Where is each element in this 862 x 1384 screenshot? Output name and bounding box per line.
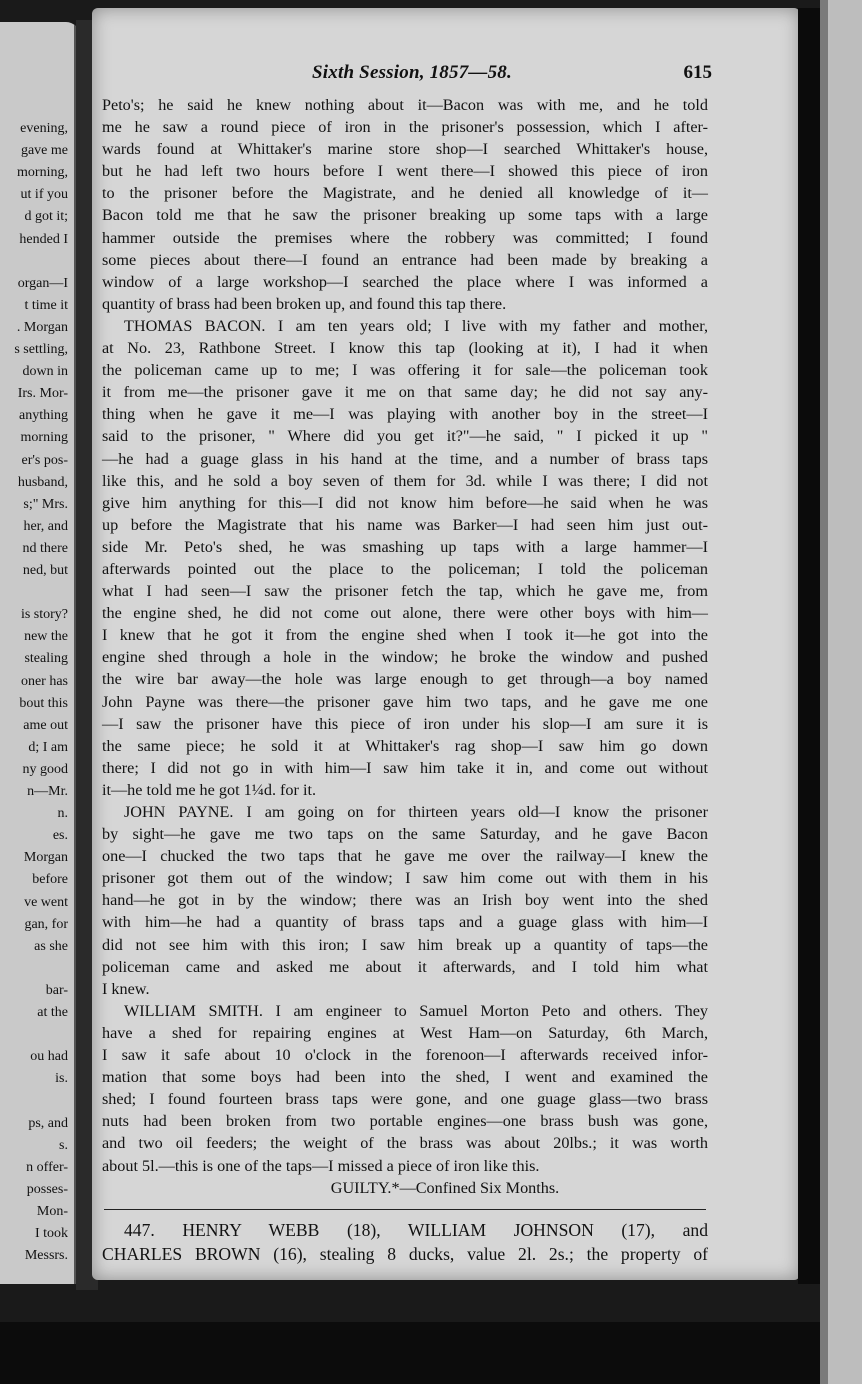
left-page-line: before [32, 872, 68, 888]
text-line: Bacon told me that he saw the prisoner breaking up some taps with a large [102, 206, 708, 225]
left-page-line: n—Mr. [27, 784, 68, 799]
text-line: nuts had been broken from two portable engines—one brass bush was gone, [102, 1112, 708, 1131]
text-line: at No. 23, Rathbone Street. I know this tap (looking at it), I had it when [102, 339, 708, 358]
text-line: afterwards pointed out the place to the policeman; I told the policeman [102, 559, 708, 578]
text-line: window of a large workshop—I searched the place where I was informed a [102, 272, 708, 291]
left-page-line: Messrs. [24, 1248, 68, 1264]
text-line: up before the Magistrate that his name was Barker—I had seen him just out- [102, 515, 708, 534]
running-head: Sixth Session, 1857—58. [312, 62, 512, 83]
text-line: WILLIAM SMITH. I am engineer to Samuel Morton Peto and others. They [124, 1001, 708, 1020]
text-line: mation that some boys had been into the shed, I went and examined the [102, 1068, 708, 1087]
text-line: by sight—he gave me two taps on the same Saturday, and he gave Bacon [102, 825, 708, 844]
text-line: I knew that he got it from the engine shed when I took it—he got into the [102, 626, 708, 645]
text-line: THOMAS BACON. I am ten years old; I live with my father and mother, [124, 316, 708, 335]
text-line: shed; I found fourteen brass taps were gone, and one guage glass—two brass [102, 1090, 708, 1109]
left-page-line: gan, for [24, 916, 68, 932]
left-page-line: husband, [17, 474, 68, 490]
left-page-line: s. [59, 1137, 68, 1153]
text-line: to the prisoner before the Magistrate, and he denied all knowledge of it— [102, 184, 708, 203]
text-line: —he had a guage glass in his hand at the time, and a number of brass taps [102, 449, 708, 468]
left-page-line: is. [55, 1071, 68, 1087]
left-page-line: ny good [22, 761, 68, 777]
text-line: GUILTY.*—Confined Six Months. [330, 1178, 560, 1197]
text-line: —I saw the prisoner have this piece of iron under his slop—I am sure it is [102, 714, 708, 733]
left-page-line: down in [22, 364, 68, 380]
left-page-line: d; I am [28, 739, 68, 755]
text-line: Peto's; he said he knew nothing about it—Bacon was with me, and he told [102, 96, 708, 114]
text-line: it from me—the prisoner gave it me on that same day; he did not say any- [102, 383, 708, 402]
left-page-line: bout this [19, 695, 68, 711]
left-page-line: is story? [20, 607, 68, 623]
left-page-line: s;" Mrs. [23, 496, 68, 512]
left-page-line: . Morgan [16, 319, 68, 335]
scan-bottom-border [0, 1322, 862, 1384]
text-line: the policeman came up to me; I was offering it for sale—the policeman took [102, 361, 708, 380]
text-line: CHARLES BROWN (16), stealing 8 ducks, value 2l. 2s.; the property of [102, 1243, 708, 1264]
left-page-line: morning, [17, 165, 68, 181]
left-page-line: her, and [23, 518, 68, 534]
left-page-line: anything [19, 408, 68, 424]
text-line: I knew. [102, 979, 150, 998]
left-page-line: bar- [45, 982, 68, 998]
left-page-line: ve went [24, 894, 68, 910]
left-page-line: er's pos- [21, 452, 68, 468]
section-rule [104, 1209, 706, 1210]
left-page-line: as she [34, 938, 68, 954]
left-page-line: es. [52, 828, 68, 844]
text-line: said to the prisoner, " Where did you get it?"—he said, " I picked it up " [102, 427, 708, 446]
text-line: prisoner got them out of the window; I saw him come out with them in his [102, 869, 708, 888]
book-edge-shadow [798, 8, 820, 1284]
text-line: engine shed through a hole in the window; he broke the window and pushed [102, 648, 708, 667]
text-line: me he saw a round piece of iron in the prisoner's possession, which I after- [102, 118, 708, 137]
text-line: some pieces about there—I found an entrance had been made by breaking a [102, 250, 708, 269]
left-page-line: d got it; [24, 209, 68, 225]
left-page-line: organ—I [17, 275, 68, 291]
left-page-line: morning [20, 430, 68, 446]
left-page-line: ned, but [22, 563, 68, 578]
left-page-line: t time it [24, 297, 68, 313]
left-page-line: ame out [23, 717, 68, 733]
text-line: one—I chucked the two taps that he gave me over the railway—I knew the [102, 847, 708, 866]
text-line: it—he told me he got 1¼d. for it. [102, 780, 317, 799]
left-page-line: n offer- [26, 1159, 68, 1175]
text-line: John Payne was there—the prisoner gave him two taps, and he gave me one [102, 692, 708, 711]
right-page-inner-edge [820, 0, 828, 1384]
left-page-line: I took [34, 1226, 68, 1241]
left-page-line: ps, and [28, 1115, 68, 1131]
text-line: with him—he had a quantity of brass taps and a guage glass with him—I [102, 913, 708, 932]
text-line: 447. HENRY WEBB (18), WILLIAM JOHNSON (17), and [124, 1219, 708, 1240]
left-page-line: nd there [22, 540, 68, 556]
text-line: I saw it safe about 10 o'clock in the forenoon—I afterwards received infor- [102, 1046, 708, 1065]
text-line: side Mr. Peto's shed, he was smashing up taps with a large hammer—I [102, 537, 708, 556]
text-line: the engine shed, he did not come out alone, there were other boys with him— [102, 604, 708, 623]
text-line: about 5l.—this is one of the taps—I missed a piece of iron like this. [102, 1156, 540, 1175]
left-page-line: s settling, [14, 342, 68, 357]
text-line: hand—he got in by the window; there was an Irish boy went into the shed [102, 891, 708, 910]
page-number: 615 [683, 62, 712, 83]
left-page-line: ou had [30, 1049, 68, 1065]
left-page-fragment [0, 22, 80, 1284]
left-page-line: n. [57, 806, 68, 822]
text-line: have a shed for repairing engines at West Ham—on Saturday, 6th March, [102, 1023, 708, 1042]
left-page-line: evening, [20, 121, 68, 136]
text-line: what I had seen—I saw the prisoner fetch the tap, which he gave me, from [102, 582, 708, 601]
left-page-line: posses- [26, 1181, 68, 1197]
text-line: JOHN PAYNE. I am going on for thirteen years old—I know the prisoner [124, 803, 708, 821]
text-line: the wire bar away—the hole was large enough to get through—a boy named [102, 670, 708, 689]
text-line: hammer outside the premises where the robbery was committed; I found [102, 228, 708, 247]
right-page-sliver [820, 0, 862, 1384]
left-page-line: ut if you [20, 187, 68, 203]
left-page-line: gave me [20, 143, 68, 159]
text-line: there; I did not go in with him—I saw him take it in, and come out without [102, 758, 708, 777]
text-line: and two oil feeders; the weight of the brass was about 20lbs.; it was worth [102, 1134, 708, 1153]
text-line: did not see him with this iron; I saw him break up a quantity of taps—the [102, 935, 708, 954]
page-header [112, 62, 712, 88]
text-line: like this, and he sold a boy seven of them for 3d. while I was there; I did not [102, 471, 708, 490]
page-body [102, 94, 708, 1266]
text-line: thing when he gave it me—I was playing with another boy in the street—I [102, 405, 708, 424]
left-page-line: new the [24, 629, 68, 645]
left-page-line: Irs. Mor- [17, 386, 68, 402]
text-line: give him anything for this—I did not know him before—he said when he was [102, 493, 708, 512]
left-page-line: Mon- [36, 1203, 68, 1219]
left-page-line: stealing [24, 651, 68, 667]
text-line: quantity of brass had been broken up, and found this tap there. [102, 294, 507, 313]
text-line: wards found at Whittaker's marine store shop—I searched Whittaker's house, [102, 140, 708, 159]
left-page-line: Morgan [23, 850, 68, 866]
text-line: but he had left two hours before I went there—I showed this piece of iron [102, 162, 708, 181]
text-line: the same piece; he sold it at Whittaker's rag shop—I saw him go down [102, 736, 708, 755]
left-page-line: oner has [20, 673, 68, 689]
left-page-line: hended I [19, 231, 68, 247]
text-line: policeman came and asked me about it afterwards, and I told him what [102, 957, 708, 976]
left-page-line: at the [37, 1005, 68, 1020]
